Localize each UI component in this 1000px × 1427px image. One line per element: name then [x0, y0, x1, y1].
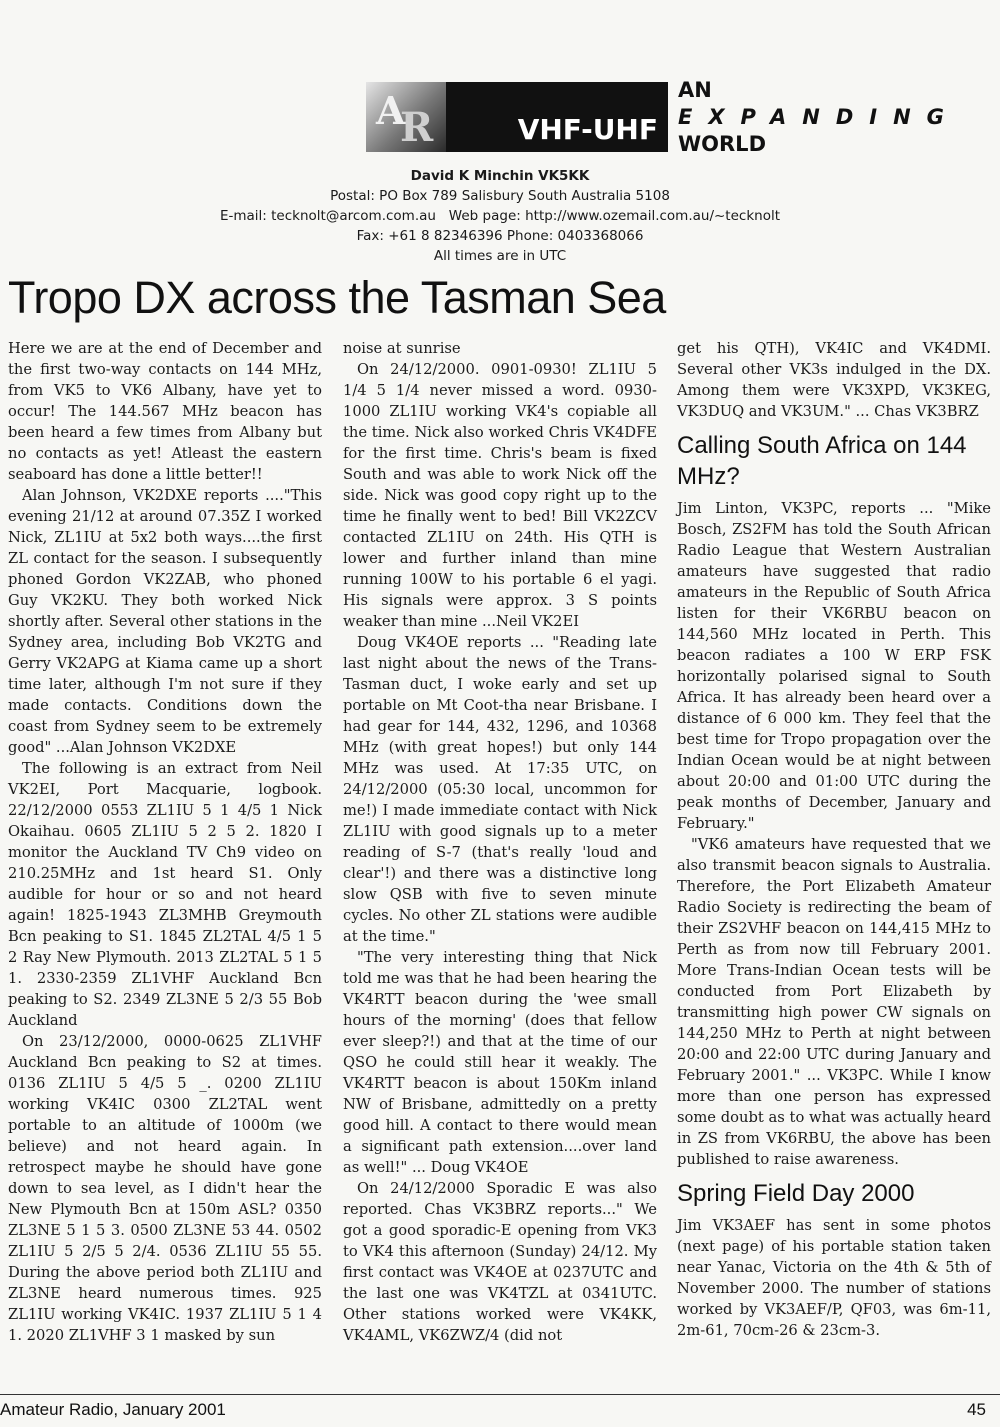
logo-letter-a: A	[376, 88, 406, 133]
fax-phone: Fax: +61 8 82346396 Phone: 0403368066	[356, 228, 644, 244]
logo-text: VHF-UHF	[517, 113, 658, 146]
time-note: All times are in UTC	[433, 248, 567, 264]
paragraph: Alan Johnson, VK2DXE reports ...."This evening 21/12 at around 07.35Z I worked Nick, ZL1IU at 5x2 both ways....the first ZL contact for the season. I subsequently phoned Gordon VK2ZAB, who phoned Guy VK2KU. They both worked Nick shortly after. Several other stations in the Sydney area, including Bob VK2TG and Gerry VK2APG at Kiama came up a short time later, although I'm not sure if they made contacts. Conditions down the coast from Sydney seem to be extremely good" ...Alan Johnson VK2DXE	[8, 487, 322, 756]
paragraph: Doug VK4OE reports ... "Reading late last night about the news of the Trans-Tasman duct, I woke early and set up portable on Mt Coot-tha near Brisbane. I had gear for 144, 432, 1296, and 10368 MHz (with great hopes!) but only 144 MHz was used. At 17:35 UTC, on 24/12/2000 (05:30 local, uncommon for me!) I made immediate contact with Nick ZL1IU with good signals up to a meter reading of S-7 (that's really 'loud and clear'!) and there was a distinctive long slow QSB with five to seven minute cycles. No other ZL stations were audible at the time."	[343, 634, 657, 945]
column-1	[8, 338, 322, 1346]
email-web: E-mail: tecknolt@arcom.com.au Web page: http://www.ozemail.com.au/~tecknolt	[219, 208, 781, 224]
tagline-line-3: WORLD	[678, 132, 766, 156]
ar-badge	[366, 82, 446, 152]
section-heading-south-africa: Calling South Africa on 144 MHz?	[677, 432, 967, 490]
article-headline: Tropo DX across the Tasman Sea	[8, 272, 666, 323]
paragraph: Jim Linton, VK3PC, reports ... "Mike Bosch, ZS2FM has told the South African Radio League that Western Australian amateurs have suggested that radio amateurs in the Republic of South Africa listen for their VK6RBU beacon on 144,560 MHz located in Perth. This beacon radiates a 100 W ERP FSK horizontally polarised signal to South Africa. It has already been heard over a distance of 6 000 km. They feel that the best time for Tropo propagation over the Indian Ocean would be at night between about 20:00 and 01:00 UTC during the peak months of December, January and February."	[677, 500, 991, 832]
page-number: 45	[967, 1400, 986, 1419]
paragraph: "VK6 amateurs have requested that we also transmit beacon signals to Australia. Therefore, the Port Elizabeth Amateur Radio Society is redirecting the beam of their ZS2VHF beacon on 144,415 MHz to Perth as from now till February 2001. More Trans-Indian Ocean tests will be conducted from Port Elizabeth by transmitting high power CW signals on 144,250 MHz to Perth at night between 20:00 and 22:00 UTC during January and February 2001." ... VK3PC. While I know more than one person has expressed some doubt as to what was actually heard in ZS from VK6RBU, the above has been published to raise awareness.	[677, 836, 991, 1168]
footer-divider	[0, 1394, 1000, 1395]
vhf-uhf-logo	[366, 82, 668, 152]
logo-letter-r: R	[400, 104, 434, 151]
paragraph: "The very interesting thing that Nick told me was that he had been hearing the VK4RTT beacon during the 'wee small hours of the morning' (does that fellow ever sleep?!) and that at the time of our QSO he could still hear it weakly. The VK4RTT beacon is about 150Km inland NW of Brisbane, admittedly on a pretty good hill. A contact to there would mean a significant path extension....over land as well!" ... Doug VK4OE	[343, 949, 657, 1176]
paragraph: On 24/12/2000. 0901-0930! ZL1IU 5 1/4 5 1/4 never missed a word. 0930-1000 ZL1IU working VK4's copiable all the time. Nick also worked Chris VK4DFE for the first time. Chris's beam is fixed South and was able to work Nick off the side. Nick was good copy right up to the time he finally went to bed! Bill VK2ZCV contacted ZL1IU on 24th. His QTH is lower and further inland than mine running 100W to his portable 6 el yagi. His signals were approx. 3 S points weaker than mine ...Neil VK2EI	[343, 361, 657, 630]
contact-block	[150, 166, 850, 266]
tagline-line-2: EXPANDING	[678, 105, 960, 129]
column-tagline	[678, 77, 960, 158]
paragraph: get his QTH), VK4IC and VK4DMI. Several other VK3s indulged in the DX. Among them were VK3XPD, VK3KEG, VK3DUQ and VK3UM." ... Chas VK3BRZ	[677, 340, 991, 420]
postal-address: Postal: PO Box 789 Salisbury South Australia 5108	[330, 188, 670, 204]
author-name: David K Minchin VK5KK	[410, 168, 590, 184]
paragraph: On 23/12/2000, 0000-0625 ZL1VHF Auckland Bcn peaking to S2 at times. 0136 ZL1IU 5 4/5 5 _. 0200 ZL1IU working VK4IC 0300 ZL2TAL went portable to an altitude of 1000m (we believe) and not heard again. In retrospect maybe he should have gone down to sea level, as I didn't hear the New Plymouth Bcn at 150m ASL? 0350 ZL3NE 5 1 5 3. 0500 ZL3NE 53 44. 0502 ZL1IU 5 2/5 5 2/4. 0536 ZL1IU 55 55. During the above period both ZL1IU and ZL3NE heard numerous times. 925 ZL1IU working VK4IC. 1937 ZL1IU 5 1 4 1. 2020 ZL1VHF 3 1 masked by sun	[8, 1033, 322, 1344]
paragraph: Jim VK3AEF has sent in some photos (next page) of his portable station taken near Yanac, Victoria on the 4th & 5th of November 2000. The number of stations worked by VK3AEF/P, QF03, was 6m-11, 2m-61, 70cm-26 & 23cm-3.	[677, 1217, 991, 1339]
section-heading-field-day: Spring Field Day 2000	[677, 1180, 915, 1207]
column-3	[677, 338, 991, 1341]
publication-info: Amateur Radio, January 2001	[0, 1400, 226, 1419]
paragraph: noise at sunrise	[343, 340, 461, 357]
paragraph: On 24/12/2000 Sporadic E was also reported. Chas VK3BRZ reports..." We got a good sporadic-E opening from VK3 to VK4 this afternoon (Sunday) 24/12. My first contact was VK4OE at 0237UTC and the last one was VK4TZL at 0341UTC. Other stations worked were VK4KK, VK4AML, VK6ZWZ/4 (did not	[343, 1180, 657, 1344]
paragraph: Here we are at the end of December and the first two-way contacts on 144 MHz, from VK5 to VK6 Albany, have yet to occur! The 144.567 MHz beacon has been heard a few times from Albany but no contacts as yet! Atleast the eastern seaboard has done a little better!!	[8, 340, 322, 483]
column-2	[343, 338, 657, 1346]
paragraph: The following is an extract from Neil VK2EI, Port Macquarie, logbook. 22/12/2000 0553 ZL1IU 5 1 4/5 1 Nick Okaihau. 0605 ZL1IU 5 2 5 2. 1820 I monitor the Auckland TV Ch9 video on 210.25MHz and 1st heard S1. Only audible for hour or so and not heard again! 1825-1943 ZL3MHB Greymouth Bcn peaking to S1. 1845 ZL2TAL 4/5 1 5 2 Ray New Plymouth. 2013 ZL2TAL 5 1 5 1. 2330-2359 ZL1VHF Auckland Bcn peaking to S2. 2349 ZL3NE 5 2/3 55 Bob Auckland	[8, 760, 322, 1029]
tagline-line-1: AN	[678, 78, 712, 102]
